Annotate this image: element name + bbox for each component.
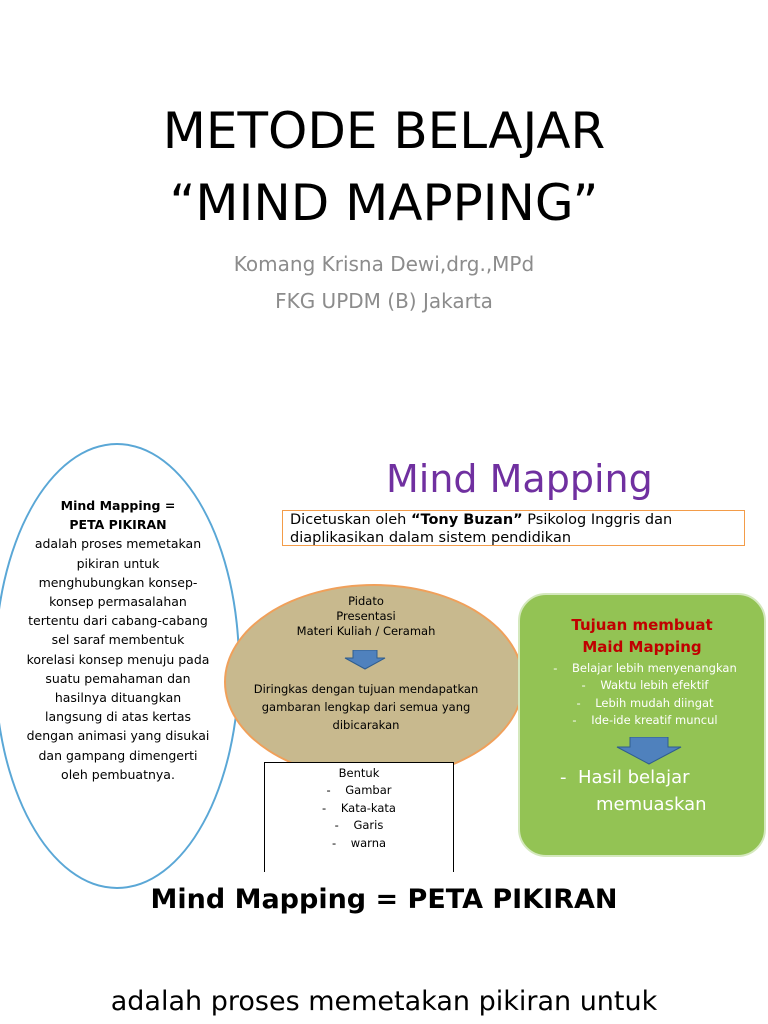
down-arrow-icon (344, 650, 386, 670)
usage-item: Materi Kuliah / Ceramah (296, 624, 436, 638)
goals-result: - Hasil belajar memuaskan (560, 767, 707, 815)
goals-title: Tujuan membuat Maid Mapping (571, 616, 713, 656)
definition-heading-1: Mind Mapping = (60, 498, 176, 513)
bentuk-item: - Gambar (326, 783, 392, 798)
goal-item: - Belajar lebih menyenangkan (553, 661, 737, 675)
origin-box (282, 510, 745, 546)
origin-prefix: Dicetuskan oleh (290, 512, 411, 528)
goal-item: - Waktu lebih efektif (581, 678, 709, 693)
origin-suffix: Psikolog Inggris dan diaplikasikan dalam sistem pendidikan (290, 512, 673, 546)
goal-item: - Lebih mudah diingat (576, 695, 714, 710)
usage-item: Pidato (348, 594, 384, 608)
bentuk-item: - Garis (334, 818, 384, 833)
section-body: adalah proses memetakan pikiran untuk (110, 986, 658, 1017)
institution-name: FKG UPDM (B) Jakarta (275, 289, 493, 313)
down-arrow-icon (616, 737, 682, 765)
definition-body: adalah proses memetakan pikiran untuk menghubungkan konsep-konsep permasalahan tertentu dari cabang-cabang sel saraf membentuk korelasi konsep menuju pada suatu pemahaman dan hasilnya dituangkan langsung di atas kertas dengan animasi yang disukai dan gampang dimengerti oleh pembuatnya. (26, 536, 210, 782)
bentuk-item: - warna (331, 835, 387, 850)
author-name: Komang Krisna Dewi,drg.,MPd (233, 252, 535, 276)
usage-item: Presentasi (336, 609, 396, 623)
usage-list (258, 594, 474, 639)
slide-divider (0, 404, 768, 406)
section-heading: Mind Mapping = PETA PIKIRAN (150, 884, 618, 915)
usage-summary: Diringkas dengan tujuan mendapatkan gambaran lengkap dari semua yang dibicarakan (253, 682, 479, 732)
bentuk-heading: Bentuk (338, 766, 380, 780)
title-line-2: “MIND MAPPING” (169, 174, 599, 232)
goal-item: - Ide-ide kreatif muncul (572, 713, 718, 728)
goals-list (530, 660, 760, 730)
bentuk-list (264, 765, 454, 852)
origin-name: “Tony Buzan” (410, 512, 523, 528)
mind-mapping-title: Mind Mapping (386, 457, 653, 501)
title-line-1: METODE BELAJAR (162, 102, 606, 160)
bentuk-item: - Kata-kata (322, 800, 396, 815)
definition-heading-2: PETA PIKIRAN (69, 517, 167, 533)
definition-text (26, 496, 210, 784)
